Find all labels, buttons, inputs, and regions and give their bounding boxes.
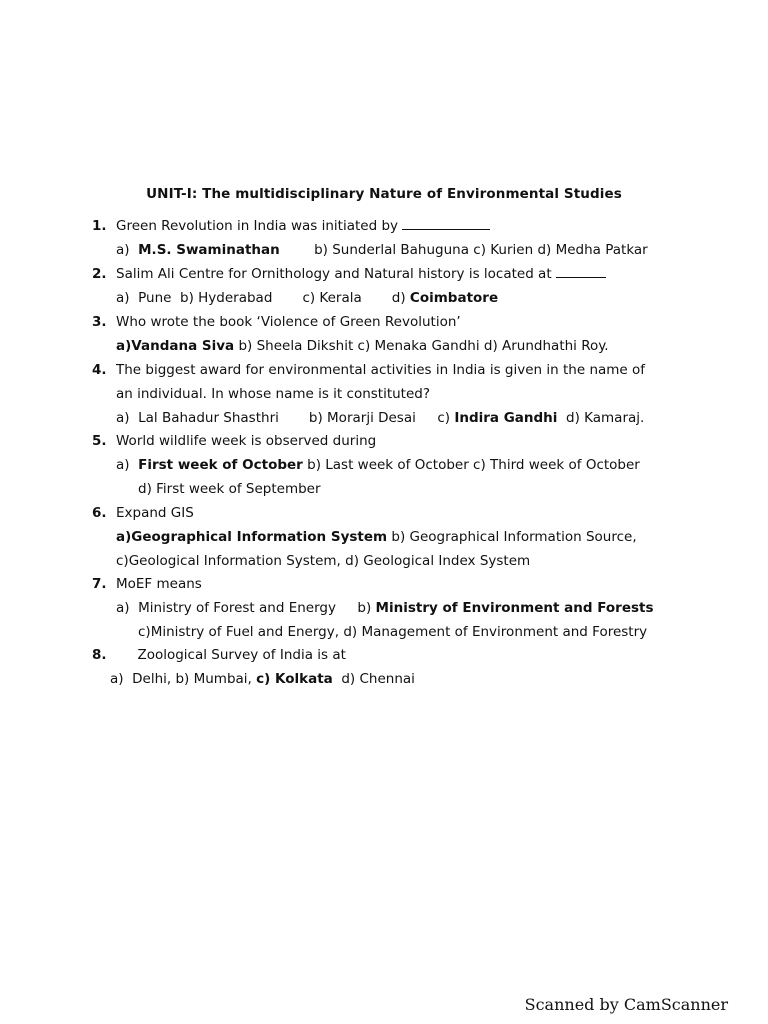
correct-answer: Ministry of Environment and Forests — [375, 600, 654, 616]
question-3 — [92, 313, 461, 331]
question-8 — [92, 646, 346, 664]
other-options: a) Delhi, b) Mumbai, — [110, 671, 257, 687]
question-number: 4. — [92, 362, 107, 378]
question-4 — [92, 361, 645, 379]
other-options: d) Chennai — [332, 671, 415, 687]
question-5-options-continued: d) First week of September — [138, 481, 321, 497]
page-title: UNIT-I: The multidisciplinary Nature of Environmental Studies — [146, 186, 622, 202]
question-6-options — [116, 528, 637, 546]
question-number: 7. — [92, 576, 107, 592]
correct-answer: Indira Gandhi — [454, 410, 558, 426]
correct-answer: Coimbatore — [409, 290, 499, 306]
question-6 — [92, 504, 194, 522]
other-options: a) Lal Bahadur Shasthri b) Morarji Desai c) — [116, 410, 455, 426]
question-5 — [92, 432, 376, 450]
question-number: 3. — [92, 314, 107, 330]
question-text: The biggest award for environmental activities in India is given in the name of — [116, 362, 646, 378]
question-text: MoEF means — [116, 576, 202, 592]
question-number: 2. — [92, 266, 107, 282]
other-options: a) Ministry of Forest and Energy b) — [116, 600, 376, 616]
scanner-watermark: Scanned by CamScanner — [524, 995, 728, 1014]
question-4-text-continued: an individual. In whose name is it constituted? — [116, 386, 431, 402]
question-number: 6. — [92, 505, 107, 521]
question-text: Salim Ali Centre for Ornithology and Natural history is located at — [116, 266, 552, 282]
other-options: b) Sheela Dikshit c) Menaka Gandhi d) Arundhathi Roy. — [234, 338, 609, 354]
question-7-options — [116, 599, 654, 617]
question-5-options — [116, 456, 640, 474]
correct-answer: a)Geographical Information System — [116, 529, 388, 545]
option-label: a) — [116, 457, 139, 473]
question-2-options — [116, 289, 498, 307]
question-2 — [92, 265, 606, 283]
answer-blank — [556, 265, 606, 278]
question-text: Expand GIS — [116, 505, 194, 521]
correct-answer: M.S. Swaminathan — [138, 242, 280, 258]
question-number: 5. — [92, 433, 107, 449]
question-1 — [92, 217, 490, 235]
other-options: d) Kamaraj. — [557, 410, 645, 426]
question-text: Green Revolution in India was initiated by — [116, 218, 399, 234]
answer-blank — [402, 217, 490, 230]
option-label: a) — [116, 242, 139, 258]
question-7-options-continued: c)Ministry of Fuel and Energy, d) Management of Environment and Forestry — [138, 624, 648, 640]
other-options: a) Pune b) Hyderabad c) Kerala d) — [116, 290, 410, 306]
correct-answer: First week of October — [138, 457, 303, 473]
correct-answer: a)Vandana Siva — [116, 338, 235, 354]
question-number: 1. — [92, 218, 107, 234]
question-number: 8. — [92, 647, 107, 663]
question-text: Zoological Survey of India is at — [116, 647, 346, 663]
question-1-options — [116, 241, 648, 259]
question-4-options — [116, 409, 644, 427]
question-8-options — [110, 670, 415, 688]
other-options: b) Sunderlal Bahuguna c) Kurien d) Medha Patkar — [279, 242, 648, 258]
question-text: World wildlife week is observed during — [116, 433, 377, 449]
question-7 — [92, 575, 202, 593]
correct-answer: c) Kolkata — [256, 671, 333, 687]
question-6-options-continued: c)Geological Information System, d) Geological Index System — [116, 553, 531, 569]
other-options: b) Geographical Information Source, — [387, 529, 637, 545]
question-3-options — [116, 337, 609, 355]
question-text: Who wrote the book ‘Violence of Green Revolution’ — [116, 314, 461, 330]
other-options: b) Last week of October c) Third week of October — [302, 457, 640, 473]
